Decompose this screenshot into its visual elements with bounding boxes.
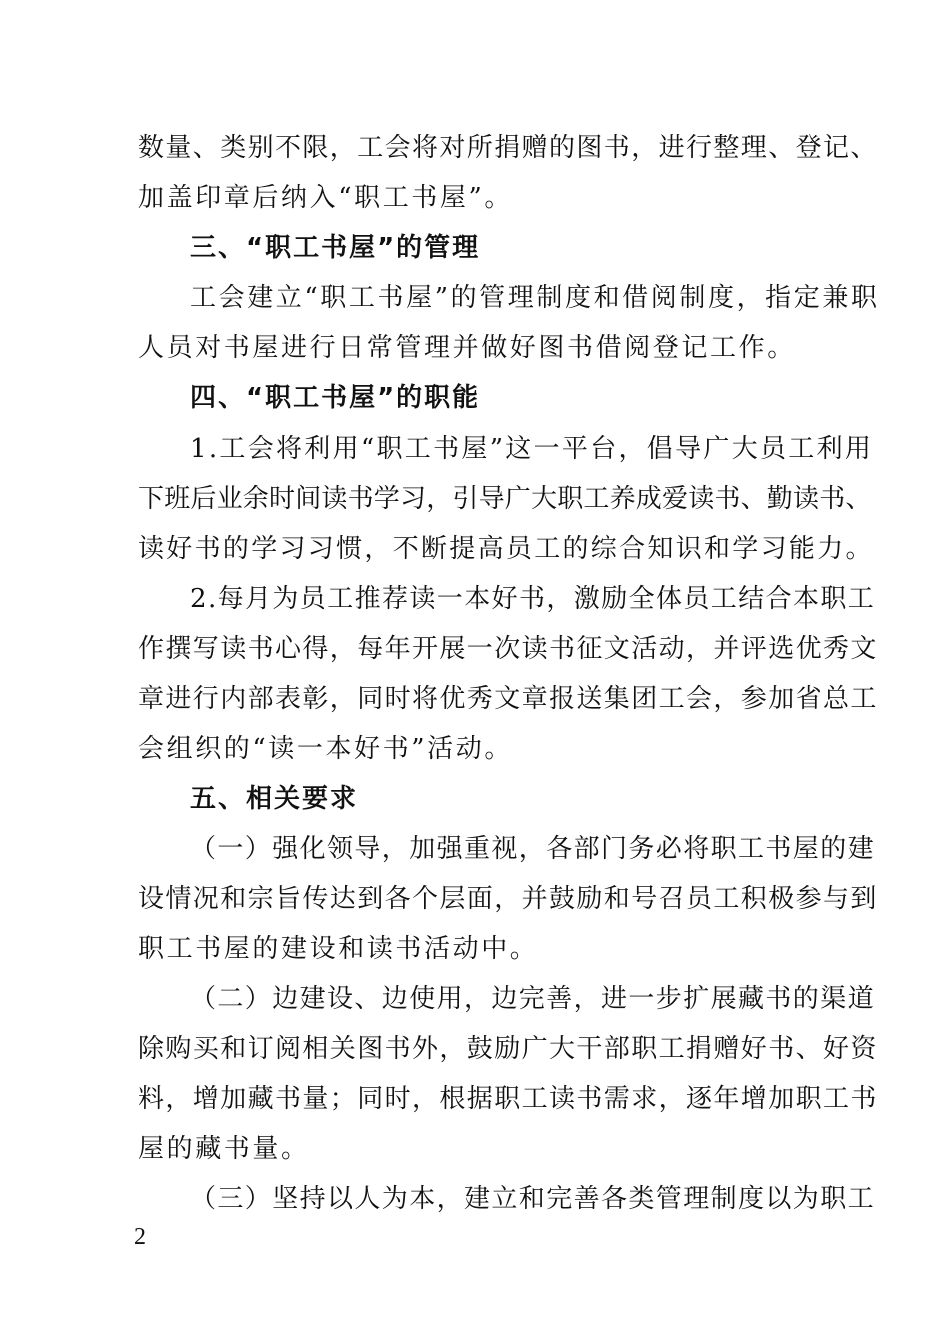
text-line: 章进行内部表彰，同时将优秀文章报送集团工会，参加省总工 — [138, 684, 878, 714]
text-line: 会组织的“读一本好书”活动。 — [138, 734, 513, 764]
text-line: （一）强化领导，加强重视，各部门务必将职工书屋的建 — [190, 834, 876, 864]
section-heading: 四、“职工书屋”的职能 — [190, 383, 481, 413]
text-line: 设情况和宗旨传达到各个层面，并鼓励和号召员工积极参与到 — [138, 884, 878, 914]
text-line: 屋的藏书量。 — [138, 1134, 310, 1164]
text-line: 读好书的学习习惯，不断提高员工的综合知识和学习能力。 — [138, 534, 874, 564]
text-line: （二）边建设、边使用，边完善，进一步扩展藏书的渠道 — [190, 984, 876, 1014]
text-line: 数量、类别不限，工会将对所捐赠的图书，进行整理、登记、 — [138, 133, 878, 163]
page-number: 2 — [134, 1224, 146, 1250]
text-line: 下班后业余时间读书学习，引导广大职工养成爱读书、勤读书、 — [138, 484, 872, 514]
text-line: 2.每月为员工推荐读一本好书，激励全体员工结合本职工 — [190, 584, 876, 614]
section-heading: 三、“职工书屋”的管理 — [190, 233, 481, 263]
text-line: 职工书屋的建设和读书活动中。 — [138, 934, 539, 964]
text-line: 工会建立“职工书屋”的管理制度和借阅制度，指定兼职 — [190, 283, 880, 313]
text-line: 加盖印章后纳入“职工书屋”。 — [138, 183, 513, 213]
text-line: 1.工会将利用“职工书屋”这一平台，倡导广大员工利用 — [190, 434, 874, 464]
text-line: 料，增加藏书量；同时，根据职工读书需求，逐年增加职工书 — [138, 1084, 878, 1114]
text-line: 人员对书屋进行日常管理并做好图书借阅登记工作。 — [138, 333, 796, 363]
text-line: （三）坚持以人为本，建立和完善各类管理制度以为职工 — [190, 1184, 876, 1214]
text-line: 作撰写读书心得，每年开展一次读书征文活动，并评选优秀文 — [138, 634, 878, 664]
text-line: 除购买和订阅相关图书外，鼓励广大干部职工捐赠好书、好资 — [138, 1034, 878, 1064]
section-heading: 五、相关要求 — [190, 784, 359, 814]
